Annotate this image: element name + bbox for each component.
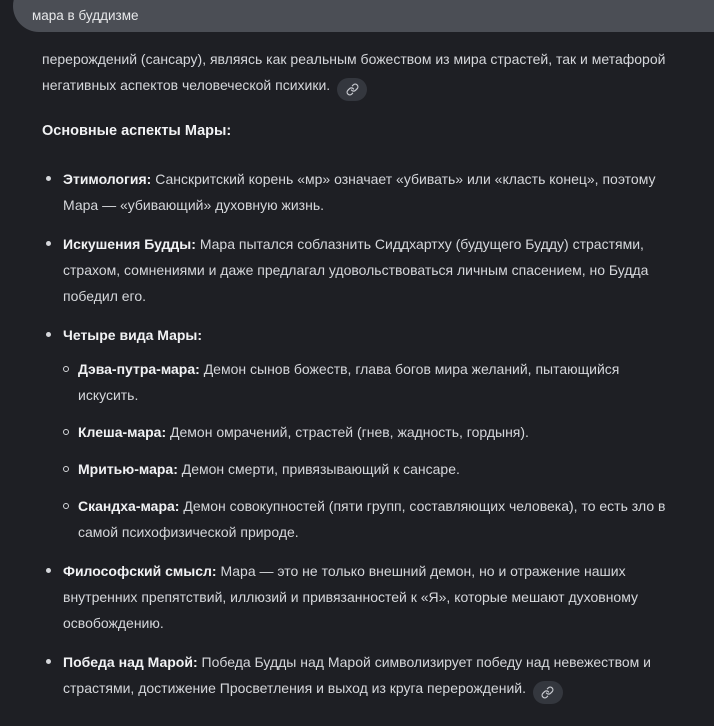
link-icon	[346, 83, 359, 96]
list-item-skandha-mara	[63, 493, 680, 545]
source-link-chip[interactable]	[533, 681, 563, 704]
source-link-chip[interactable]	[337, 78, 367, 101]
term-label: Клеша-мара:	[78, 424, 167, 440]
link-icon	[541, 686, 554, 699]
list-item-philosophical-meaning	[42, 558, 680, 636]
term-label: Скандха-мара:	[78, 498, 180, 514]
term-label: Мритью-мара:	[78, 461, 178, 477]
intro-text: перерождений (сансару), являясь как реальным божеством из мира страстей, так и метафорой негативных аспектов человеческой психики.	[42, 51, 666, 93]
user-query-text: мара в буддизме	[32, 8, 139, 23]
section-heading: Основные аспекты Мары:	[42, 123, 232, 139]
item-text: Демон смерти, привязывающий к сансаре.	[181, 461, 460, 477]
list-item-mrityu-mara	[63, 456, 680, 482]
item-text: Санскритский корень «мр» означает «убивать» или «класть конец», поэтому Мара — «убивающий» духовную жизнь.	[63, 171, 656, 213]
term-label: Этимология:	[63, 171, 152, 187]
term-label: Четыре вида Мары:	[63, 327, 203, 343]
list-item-temptations	[42, 231, 680, 309]
item-text: Победа Будды над Марой символизирует победу над невежеством и страстями, достижение Просветления и выход из круга перерождений.	[63, 654, 651, 696]
item-text: Мара — это не только внешний демон, но и отражение наших внутренних препятствий, иллюзий и привязанностей к «Я», которые мешают духовному освобождению.	[63, 563, 638, 631]
list-item-klesha-mara	[63, 419, 680, 445]
item-text: Демон совокупностей (пяти групп, составляющих человека), то есть зло в самой психофизической природе.	[78, 498, 666, 540]
item-text: Демон сынов божеств, глава богов мира желаний, пытающийся искусить.	[78, 361, 620, 403]
item-text: Демон омрачений, страстей (гнев, жадность, гордыня).	[170, 424, 529, 440]
term-label: Дэва-путра-мара:	[78, 361, 200, 377]
list-item-victory-over-mara	[42, 649, 680, 704]
assistant-answer	[0, 46, 714, 717]
four-maras-sublist	[63, 356, 680, 545]
aspects-list	[42, 166, 680, 704]
list-item-etymology	[42, 166, 680, 218]
term-label: Искушения Будды:	[63, 236, 196, 252]
term-label: Философский смысл:	[63, 563, 217, 579]
list-item-devaputra-mara	[63, 356, 680, 408]
user-query-bubble[interactable]	[13, 0, 714, 32]
list-item-four-maras	[42, 322, 680, 545]
item-text: Мара пытался соблазнить Сиддхартху (будущего Будду) страстями, страхом, сомнениями и даже предлагал удовольствоваться личным спасением, но Будда победил его.	[63, 236, 649, 304]
intro-paragraph	[42, 46, 680, 101]
term-label: Победа над Марой:	[63, 654, 198, 670]
